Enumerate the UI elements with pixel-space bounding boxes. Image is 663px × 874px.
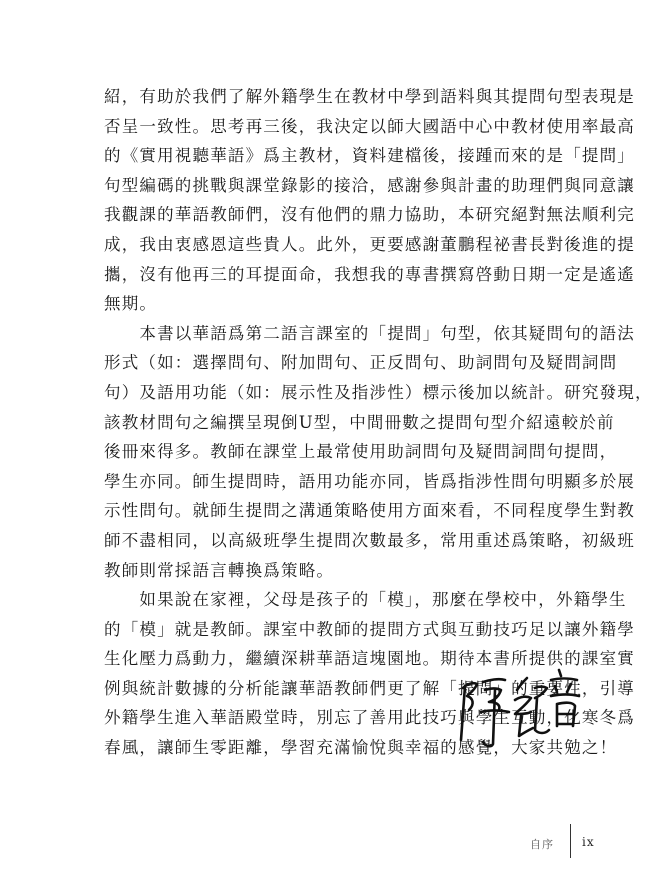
- text-line: 成，我由衷感恩這些貴人。此外，更要感謝董鵬程祕書長對後進的提: [104, 234, 635, 254]
- text-line: 的「模」就是教師。課室中教師的提問方式與互動技巧足以讓外籍學: [104, 619, 635, 639]
- text-line: 無期。: [104, 294, 158, 314]
- text-line: 形式（如：選擇問句、附加問句、正反問句、助詞問句及疑問詞問: [104, 353, 618, 373]
- text-line: 教師則常採語言轉換爲策略。: [104, 560, 335, 580]
- text-line: 該教材問句之編撰呈現倒U型，中間冊數之提問句型介紹遠較於前: [104, 412, 615, 432]
- text-line: 生化壓力爲動力，繼續深耕華語這塊園地。期待本書所提供的課室實: [104, 649, 635, 669]
- text-line: 如果說在家裡，父母是孩子的「模」，那麼在學校中，外籍學生: [104, 590, 627, 610]
- text-line: 外籍學生進入華語殿堂時，別忘了善用此技巧與學生互動，化寒冬爲: [104, 708, 635, 728]
- text-line: 句型編碼的挑戰與課堂錄影的接洽，感謝參與計畫的助理們與同意讓: [104, 175, 635, 195]
- text-line: 例與統計數據的分析能讓華語教師們更了解「提問」的重要性，引導: [104, 678, 635, 698]
- text-line: 後冊來得多。教師在課堂上最常使用助詞問句及疑問詞問句提問，: [104, 442, 618, 462]
- page-footer: [0, 822, 663, 862]
- text-line: 句）及語用功能（如：展示性及指涉性）標示後加以統計。研究發現，: [104, 382, 653, 402]
- page-number: ix: [582, 835, 595, 849]
- text-line: 紹，有助於我們了解外籍學生在教材中學到語料與其提問句型表現是: [104, 87, 635, 106]
- text-line: 春風，讓師生零距離，學習充滿愉悅與幸福的感覺，大家共勉之！: [104, 738, 618, 758]
- handwritten-signature: [455, 660, 585, 750]
- text-line: 否呈一致性。思考再三後，我決定以師大國語中心中教材使用率最高: [104, 116, 635, 136]
- paragraph-1: [104, 82, 635, 319]
- text-line: 學生亦同。師生提問時，語用功能亦同，皆爲指涉性問句明顯多於展: [104, 471, 635, 491]
- text-line: 示性問句。就師生提問之溝通策略使用方面來看，不同程度學生對教: [104, 501, 635, 521]
- paragraph-2: [104, 319, 653, 585]
- footer-divider: [570, 824, 571, 858]
- text-line: 師不盡相同，以高級班學生提問次數最多，常用重述爲策略，初級班: [104, 530, 635, 550]
- text-line: 本書以華語爲第二語言課室的「提問」句型，依其疑問句的語法: [104, 323, 635, 343]
- text-line: 的《實用視聽華語》爲主教材，資料建檔後，接踵而來的是「提問」: [104, 146, 635, 166]
- footer-section-label: 自序: [530, 838, 554, 851]
- text-line: 攜，沒有他再三的耳提面命，我想我的專書撰寫啓動日期一定是遙遙: [104, 264, 635, 284]
- text-line: 我觀課的華語教師們，沒有他們的鼎力協助，本研究絕對無法順利完: [104, 205, 635, 225]
